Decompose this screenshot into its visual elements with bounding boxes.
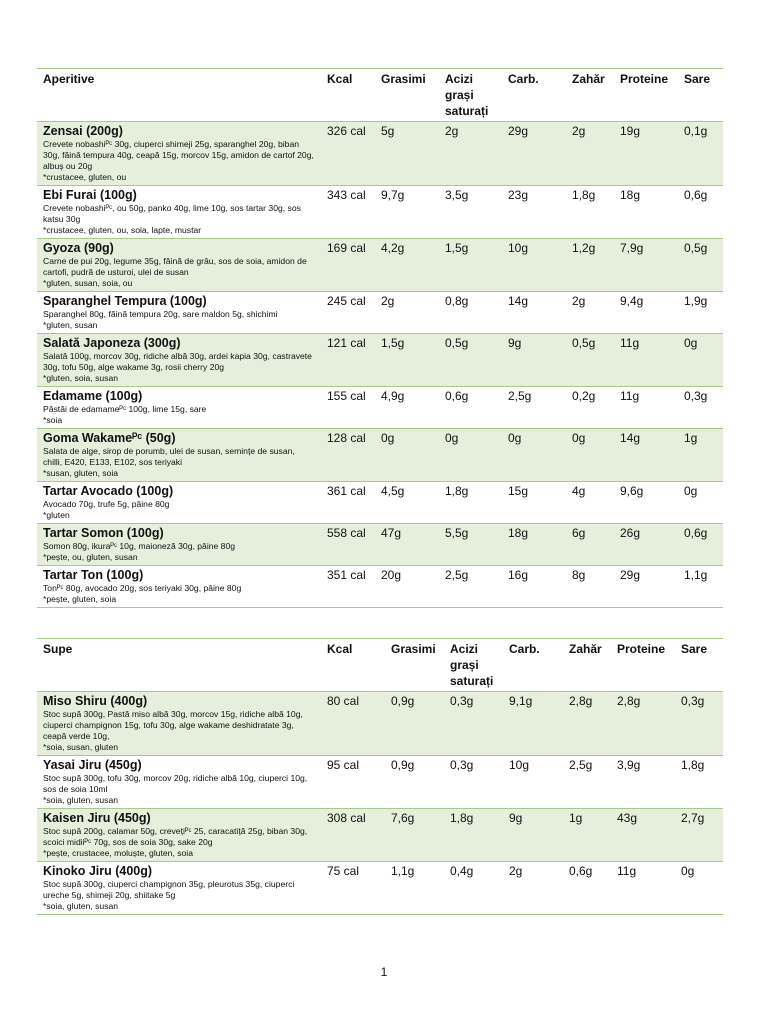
nutrient-value: 0g: [502, 429, 566, 482]
ingredients-text: Crevete nobashiᴾᶜ, ou 50g, panko 40g, lime 10g, sos tartar 30g, sos katsu 30g: [43, 203, 301, 224]
nutrient-value: 43g: [611, 809, 675, 862]
dish-name: Yasai Jiru (450g): [43, 758, 142, 772]
nutrient-value: 0,9g: [385, 756, 444, 809]
nutrient-value: 0g: [566, 429, 614, 482]
nutrient-value: 0,9g: [385, 692, 444, 756]
nutrient-value: 23g: [502, 186, 566, 239]
kcal-value: 80 cal: [321, 692, 385, 756]
kcal-value: 308 cal: [321, 809, 385, 862]
nutrient-value: 1g: [678, 429, 723, 482]
allergens-text: *crustacee, gluten, ou: [43, 172, 127, 182]
column-header: Grasimi: [385, 639, 444, 692]
nutrient-value: 2,5g: [439, 566, 502, 608]
nutrient-value: 0,6g: [439, 387, 502, 429]
column-header: Zahăr: [563, 639, 611, 692]
dish-name: Ebi Furai (100g): [43, 188, 137, 202]
ingredients-text: Tonᴾᶜ 80g, avocado 20g, sos teriyaki 30g, pâine 80g: [43, 583, 242, 593]
dish-cell: [37, 387, 321, 429]
table-row: [37, 239, 723, 292]
kcal-value: 361 cal: [321, 482, 375, 524]
column-header: Acizi grași saturați: [444, 639, 503, 692]
kcal-value: 245 cal: [321, 292, 375, 334]
ingredients-text: Avocado 70g, trufe 5g, pâine 80g: [43, 499, 170, 509]
column-header: Acizi grași saturați: [439, 69, 502, 122]
dish-name: Kaisen Jiru (450g): [43, 811, 151, 825]
kcal-value: 326 cal: [321, 122, 375, 186]
nutrient-value: 2g: [503, 862, 563, 915]
nutrient-value: 5,5g: [439, 524, 502, 566]
nutrient-value: 11g: [614, 387, 678, 429]
table-row: [37, 524, 723, 566]
nutrient-value: 4,2g: [375, 239, 439, 292]
allergens-text: *susan, gluten, soia: [43, 468, 119, 478]
allergens-text: *pește, ou, gluten, susan: [43, 552, 138, 562]
nutrient-value: 29g: [502, 122, 566, 186]
nutrient-value: 29g: [614, 566, 678, 608]
nutrient-value: 2g: [375, 292, 439, 334]
dish-cell: [37, 809, 321, 862]
table-row: [37, 756, 723, 809]
nutrient-value: 0,3g: [678, 387, 723, 429]
nutrient-value: 1,8g: [566, 186, 614, 239]
kcal-value: 128 cal: [321, 429, 375, 482]
dish-cell: [37, 692, 321, 756]
nutrient-value: 26g: [614, 524, 678, 566]
allergens-text: *gluten, susan, soia, ou: [43, 278, 133, 288]
nutrient-value: 0,2g: [566, 387, 614, 429]
ingredients-text: Sparanghel 80g, făină tempura 20g, sare maldon 5g, shichimi: [43, 309, 278, 319]
nutrient-value: 1,9g: [678, 292, 723, 334]
nutrient-value: 5g: [375, 122, 439, 186]
nutrient-value: 16g: [502, 566, 566, 608]
nutrient-value: 1,1g: [385, 862, 444, 915]
nutrient-value: 19g: [614, 122, 678, 186]
nutrient-value: 9,7g: [375, 186, 439, 239]
column-header: Kcal: [321, 639, 385, 692]
nutrient-value: 0,6g: [563, 862, 611, 915]
column-header: Proteine: [611, 639, 675, 692]
nutrient-value: 0,5g: [439, 334, 502, 387]
dish-cell: [37, 239, 321, 292]
nutrient-value: 18g: [614, 186, 678, 239]
nutrient-value: 1,5g: [439, 239, 502, 292]
dish-name: Sparanghel Tempura (100g): [43, 294, 207, 308]
appetizers-table: [37, 68, 723, 608]
nutrient-value: 0g: [678, 334, 723, 387]
table-row: [37, 429, 723, 482]
table-row: [37, 122, 723, 186]
nutrient-value: 11g: [611, 862, 675, 915]
table-row: [37, 334, 723, 387]
column-header: Grasimi: [375, 69, 439, 122]
nutrient-value: 10g: [502, 239, 566, 292]
dish-cell: [37, 566, 321, 608]
nutrient-value: 9,6g: [614, 482, 678, 524]
table-row: [37, 292, 723, 334]
dish-cell: [37, 524, 321, 566]
allergens-text: *soia, gluten, susan: [43, 901, 119, 911]
kcal-value: 169 cal: [321, 239, 375, 292]
nutrient-value: 2,7g: [675, 809, 723, 862]
section-title: Supe: [37, 639, 321, 692]
column-header: Carb.: [502, 69, 566, 122]
kcal-value: 121 cal: [321, 334, 375, 387]
dish-name: Tartar Ton (100g): [43, 568, 144, 582]
nutrient-value: 3,9g: [611, 756, 675, 809]
kcal-value: 558 cal: [321, 524, 375, 566]
nutrient-value: 9g: [502, 334, 566, 387]
table-row: [37, 186, 723, 239]
nutrient-value: 9,1g: [503, 692, 563, 756]
nutrient-value: 11g: [614, 334, 678, 387]
ingredients-text: Stoc supă 300g, tofu 30g, morcov 20g, ridiche albă 10g, ciuperci 10g, sos de soia 10ml: [43, 773, 308, 794]
table-row: [37, 387, 723, 429]
nutrient-value: 8g: [566, 566, 614, 608]
nutrient-value: 2,5g: [502, 387, 566, 429]
dish-cell: [37, 862, 321, 915]
dish-name: Goma Wakameᴾᶜ (50g): [43, 431, 176, 445]
ingredients-text: Salata de alge, sirop de porumb, ulei de susan, semințe de susan, chilli, E420, E133, E102, sos teriyaki: [43, 446, 295, 467]
ingredients-text: Stoc supă 300g, Pastă miso albă 30g, morcov 15g, ridiche albă 10g, ciuperci champignon 15g, tofu 30g, alge wakame deshidratate 3g, ceapă verde 10g,: [43, 709, 303, 741]
nutrient-value: 0,6g: [678, 524, 723, 566]
nutrient-value: 14g: [614, 429, 678, 482]
nutrient-value: 15g: [502, 482, 566, 524]
nutrient-value: 0,8g: [439, 292, 502, 334]
kcal-value: 351 cal: [321, 566, 375, 608]
ingredients-text: Păstăi de edamameᴾᶜ 100g, lime 15g, sare: [43, 404, 207, 414]
kcal-value: 95 cal: [321, 756, 385, 809]
ingredients-text: Stoc supă 200g, calamar 50g, crevețiᴾᶜ 25, caracatiță 25g, biban 30g, scoici midiiᴾᶜ 70g, sos de soia 30g, sake 20g: [43, 826, 308, 847]
nutrient-value: 0,3g: [444, 692, 503, 756]
nutrient-value: 47g: [375, 524, 439, 566]
nutrient-value: 0,3g: [444, 756, 503, 809]
nutrient-value: 2,8g: [563, 692, 611, 756]
page-number: 1: [380, 965, 388, 979]
nutrient-value: 0,1g: [678, 122, 723, 186]
dish-cell: [37, 186, 321, 239]
dish-name: Salată Japoneza (300g): [43, 336, 181, 350]
nutrient-value: 0,6g: [678, 186, 723, 239]
dish-cell: [37, 756, 321, 809]
ingredients-text: Carne de pui 20g, legume 35g, făină de grâu, sos de soia, amidon de cartofi, pudră de usturoi, ulei de susan: [43, 256, 307, 277]
nutrient-value: 7,6g: [385, 809, 444, 862]
dish-name: Edamame (100g): [43, 389, 143, 403]
nutrient-value: 2g: [439, 122, 502, 186]
nutrient-value: 0g: [678, 482, 723, 524]
nutrient-value: 1,1g: [678, 566, 723, 608]
dish-name: Tartar Avocado (100g): [43, 484, 174, 498]
column-header: Sare: [675, 639, 723, 692]
table-row: [37, 809, 723, 862]
nutrient-value: 9,4g: [614, 292, 678, 334]
header-row: [37, 639, 723, 692]
nutrient-value: 10g: [503, 756, 563, 809]
nutrient-value: 0,5g: [678, 239, 723, 292]
column-header: Sare: [678, 69, 723, 122]
dish-cell: [37, 429, 321, 482]
allergens-text: *soia: [43, 415, 63, 425]
dish-cell: [37, 122, 321, 186]
nutrient-value: 18g: [502, 524, 566, 566]
dish-cell: [37, 482, 321, 524]
soups-table: [37, 638, 723, 915]
dish-name: Tartar Somon (100g): [43, 526, 164, 540]
nutrient-value: 1g: [563, 809, 611, 862]
nutrient-value: 1,8g: [439, 482, 502, 524]
dish-cell: [37, 334, 321, 387]
allergens-text: *pește, gluten, soia: [43, 594, 117, 604]
nutrient-value: 0g: [375, 429, 439, 482]
ingredients-text: Salată 100g, morcov 30g, ridiche albă 30g, ardei kapia 30g, castravete 30g, tofu 50g, alge wakame 3g, rosii cherry 20g: [43, 351, 312, 372]
allergens-text: *soia, gluten, susan: [43, 795, 119, 805]
dish-name: Zensai (200g): [43, 124, 123, 138]
column-header: Carb.: [503, 639, 563, 692]
dish-name: Kinoko Jiru (400g): [43, 864, 153, 878]
dish-cell: [37, 292, 321, 334]
section-title: Aperitive: [37, 69, 321, 122]
nutrient-value: 14g: [502, 292, 566, 334]
ingredients-text: Crevete nobashiᴾᶜ 30g, ciuperci shimeji 25g, sparanghel 20g, biban 30g, făină tempura 40g, ceapă 15g, morcov 15g, amidon de cartof 20g, albuș ou 20g: [43, 139, 314, 171]
nutrient-value: 4,5g: [375, 482, 439, 524]
allergens-text: *gluten, susan: [43, 320, 98, 330]
nutrient-value: 0,4g: [444, 862, 503, 915]
nutrient-value: 0,5g: [566, 334, 614, 387]
ingredients-text: Somon 80g, ikuraᴾᶜ 10g, maioneză 30g, pâine 80g: [43, 541, 236, 551]
column-header: Kcal: [321, 69, 375, 122]
nutrient-value: 4g: [566, 482, 614, 524]
allergens-text: *gluten, soia, susan: [43, 373, 119, 383]
nutrient-value: 7,9g: [614, 239, 678, 292]
kcal-value: 343 cal: [321, 186, 375, 239]
dish-name: Miso Shiru (400g): [43, 694, 148, 708]
ingredients-text: Stoc supă 300g, ciuperci champignon 35g, pleurotus 35g, ciuperci ureche 5g, shimeji 20g, shiitake 5g: [43, 879, 295, 900]
column-header: Proteine: [614, 69, 678, 122]
column-header: Zahăr: [566, 69, 614, 122]
nutrient-value: 0g: [439, 429, 502, 482]
allergens-text: *soia, susan, gluten: [43, 742, 119, 752]
nutrient-value: 2g: [566, 292, 614, 334]
nutrient-value: 9g: [503, 809, 563, 862]
nutrient-value: 4,9g: [375, 387, 439, 429]
nutrient-value: 20g: [375, 566, 439, 608]
nutrient-value: 1,8g: [675, 756, 723, 809]
nutrient-value: 0,3g: [675, 692, 723, 756]
table-row: [37, 566, 723, 608]
nutrient-value: 0g: [675, 862, 723, 915]
nutrient-value: 1,5g: [375, 334, 439, 387]
table-row: [37, 482, 723, 524]
nutrient-value: 1,8g: [444, 809, 503, 862]
allergens-text: *crustacee, gluten, ou, soia, lapte, mustar: [43, 225, 202, 235]
table-row: [37, 862, 723, 915]
nutrient-value: 2g: [566, 122, 614, 186]
allergens-text: *gluten: [43, 510, 70, 520]
kcal-value: 75 cal: [321, 862, 385, 915]
dish-name: Gyoza (90g): [43, 241, 114, 255]
nutrient-value: 6g: [566, 524, 614, 566]
header-row: [37, 69, 723, 122]
table-row: [37, 692, 723, 756]
kcal-value: 155 cal: [321, 387, 375, 429]
nutrient-value: 3,5g: [439, 186, 502, 239]
nutrient-value: 2,8g: [611, 692, 675, 756]
nutrient-value: 1,2g: [566, 239, 614, 292]
allergens-text: *pește, crustacee, moluște, gluten, soia: [43, 848, 193, 858]
nutrient-value: 2,5g: [563, 756, 611, 809]
